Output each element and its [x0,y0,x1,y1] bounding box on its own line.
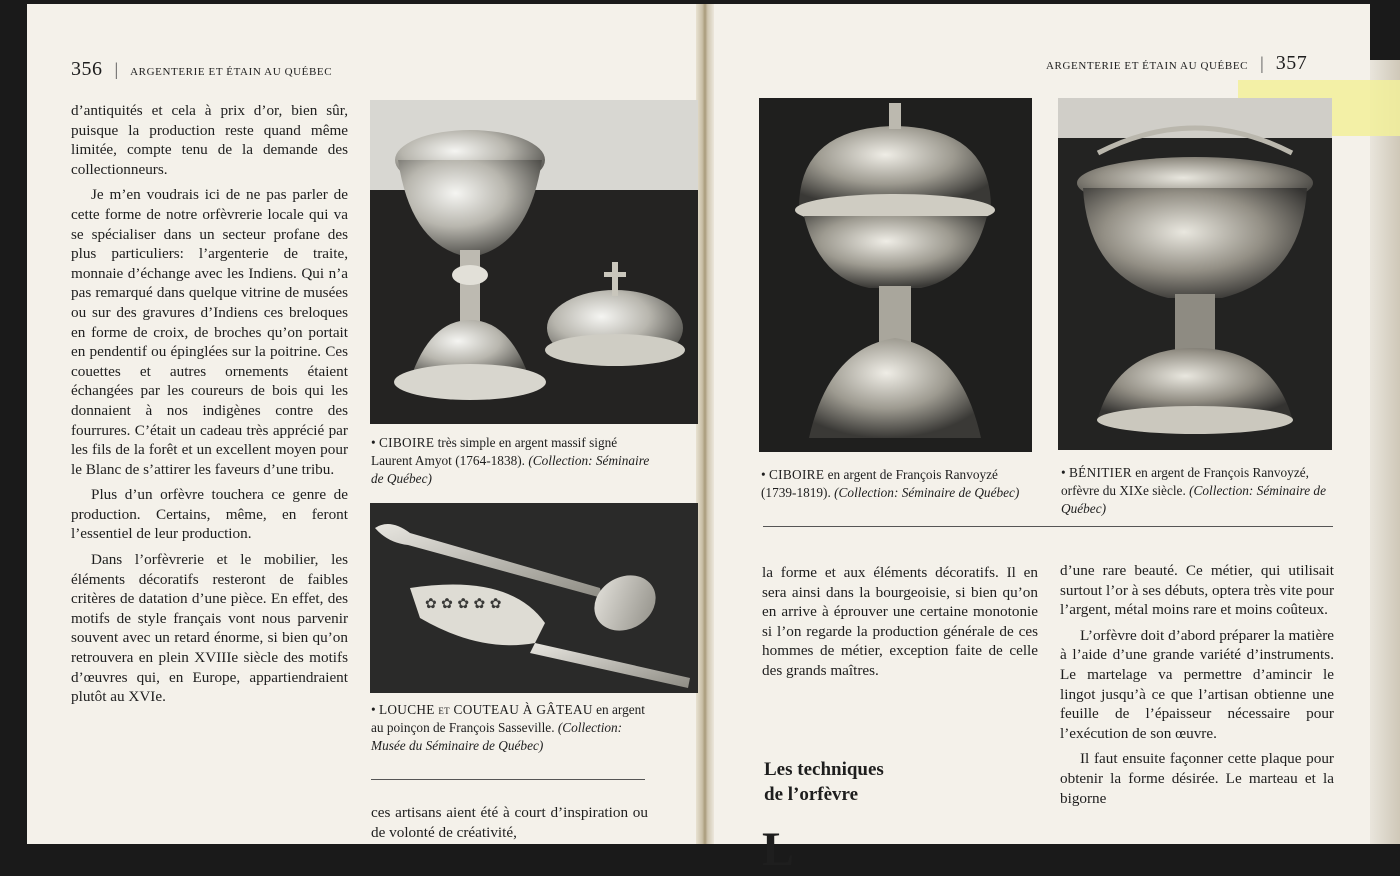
caption-lead: LOUCHE et COUTEAU À GÂTEAU [378,702,593,717]
caption-text: en argent de François Ranvoyzé (1739-1819). [761,467,998,500]
bullet: • [371,435,379,450]
right-text-column-1 [762,563,1038,681]
paragraph: la forme et aux éléments décoratifs. Il en sera ainsi dans la bourgeoisie, si bien qu’on en arrive à éprouver une certaine monotonie si l’on regarde la production générale de ces hommes de métier, exception faite de celle des grands maîtres. [762,564,1038,679]
divider-rule [371,779,645,780]
drop-cap: L [762,823,795,876]
paragraph: ces artisans aient été à court d’inspiration ou de volonté de créativité, [371,804,648,841]
caption-collection: (Collection: Séminaire de Québec) [1061,483,1326,516]
photo-ciboire-amyot [370,100,698,424]
right-page-number: 357 [1275,52,1308,74]
photo-louche-couteau [370,503,698,693]
section-title-line: Les techniques [764,759,884,780]
paragraph: Dans l’orfèvrerie et le mobilier, les éléments décoratifs resteront de faibles critères de datation d’une pièce. En effet, des motifs de style français vont nous parvenir souvent avec un retard énorme, si bien qu’on retrouvera en plein XVIIIe siècle des motifs d’œuvres qui, en Europe, appartiendraient plutôt au XVIe. [71,551,348,706]
paragraph: d’une rare beauté. Ce métier, qui utilisait surtout l’or à ses débuts, optera très vite pour l’argent, métal moins rare et moins coûteux. [1060,562,1334,619]
page-edge [1370,60,1400,844]
caption-text: en argent au poinçon de François Sasseville. [371,702,645,735]
right-running-head: ARGENTERIE ET ÉTAIN AU QUÉBEC [1046,60,1249,72]
right-text-column-2 [1060,561,1334,808]
caption-ciboire-amyot [371,434,653,488]
divider-rule [763,526,1333,527]
section-title [764,757,884,807]
caption-collection: (Collection: Séminaire de Québec) [371,453,650,486]
caption-ciboire-ranvoyze [761,466,1035,502]
section-title-line: de l’orfèvre [764,784,859,805]
caption-lead: CIBOIRE [768,467,825,482]
paragraph: Il faut ensuite façonner cette plaque pour obtenir la forme désirée. Le marteau et la bigorne [1060,750,1334,807]
bullet: • [761,467,769,482]
left-running-head: ARGENTERIE ET ÉTAIN AU QUÉBEC [130,66,333,78]
caption-benitier [1061,464,1333,518]
right-running-header [1046,52,1307,75]
caption-text: très simple en argent massif signé Laurent Amyot (1764-1838). [371,435,618,468]
caption-louche-couteau [371,701,653,755]
left-column-2-text [371,803,648,842]
bullet: • [1061,465,1069,480]
bullet: • [371,702,379,717]
left-running-header [71,58,332,81]
caption-lead: BÉNITIER [1068,465,1132,480]
svg-text:✿ ✿ ✿ ✿ ✿: ✿ ✿ ✿ ✿ ✿ [425,596,502,612]
book-gutter [696,4,714,844]
paragraph: Plus d’un orfèvre touchera ce genre de production. Certains, même, en feront l’essentiel de leur production. [71,486,348,543]
caption-text: en argent de François Ranvoyzé, orfèvre du XIXe siècle. [1061,465,1309,498]
caption-collection: (Collection: Musée du Séminaire de Québec) [371,720,623,753]
paragraph: d’antiquités et cela à prix d’or, bien sûr, puisque la production reste quand même limitée, compte tenu de la demande des collectionneurs. [71,102,348,178]
photo-benitier [1058,98,1332,450]
caption-lead: CIBOIRE [378,435,435,450]
caption-collection: (Collection: Séminaire de Québec) [834,485,1020,500]
header-separator: | [1260,53,1264,73]
left-text-column [71,101,348,707]
paragraph: Je m’en voudrais ici de ne pas parler de cette forme de notre orfèvrerie locale qui va se spécialiser dans un secteur profane des plus particuliers: l’argenterie de traite, monnaie d’échange avec les Indiens. Qui n’a pas remarqué dans quelque vitrine de musées ou sur des gravures d’Indiens ces breloques en forme de croix, de broches qu’on portait en pendentif ou épinglées sur la poitrine. Ces couettes et autres ornements étaient échangées par les coureurs de bois qui les donnaient à nos indigènes contre des fourrures. C’était un cadeau très apprécié par les fils de la forêt et un excellent moyen pour le Blanc de s’attirer les faveurs d’une tribu. [71,186,348,478]
photo-ciboire-ranvoyze [759,98,1032,452]
left-page-number: 356 [71,58,103,80]
header-separator: | [114,59,119,79]
paragraph: L’orfèvre doit d’abord préparer la matière à l’aide d’une grande variété d’instruments. Le martelage va permettre d’amincir le lingot jusqu’à ce que l’artisan obtienne une feuille de l’épaisseur nécessaire pour l’exécution de son œuvre. [1060,626,1334,742]
